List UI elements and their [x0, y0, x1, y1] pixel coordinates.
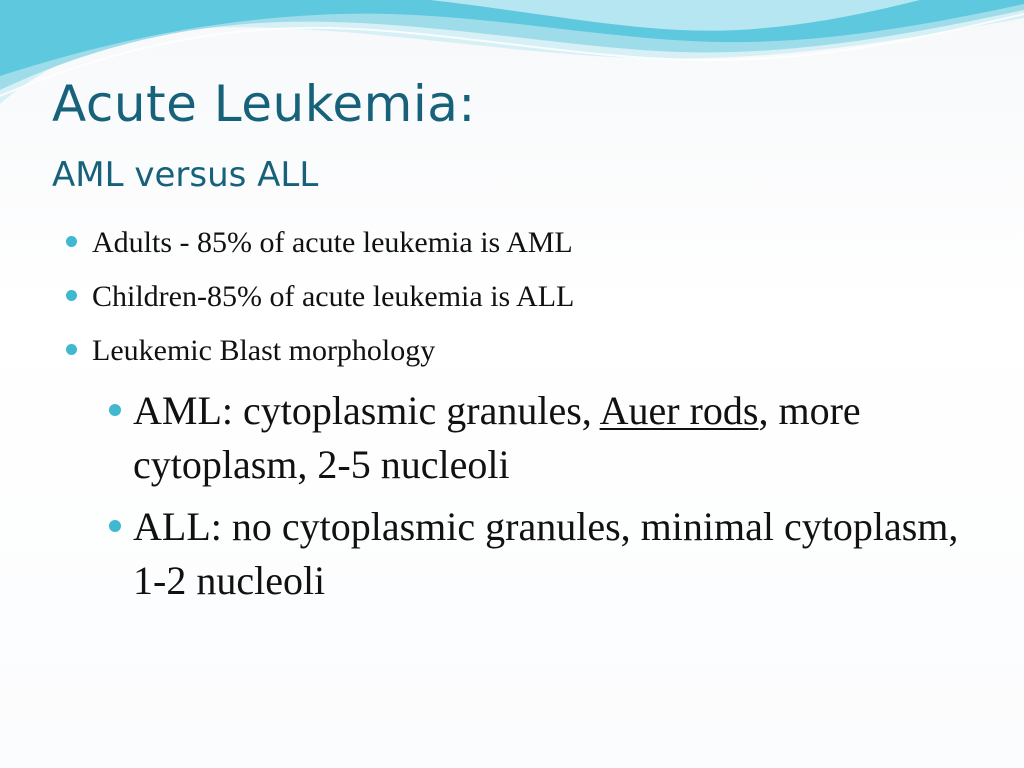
auer-rods-underlined-text: Auer rods: [599, 388, 759, 433]
sub-bullet-item: [64, 500, 964, 608]
sub-bullet-text-part: , more cytoplasm, 2-5 nucleoli: [133, 388, 861, 487]
sub-bullet-text-part: AML: cytoplasmic granules,: [133, 388, 600, 433]
bullet-text: Children-85% of acute leukemia is ALL: [92, 280, 575, 313]
bullet-dot-icon: [66, 236, 77, 247]
slide-subtitle: AML versus ALL: [52, 155, 319, 195]
slide-title: Acute Leukemia:: [52, 75, 476, 133]
bullet-dot-icon: [109, 520, 121, 532]
bullet-item: [64, 222, 964, 264]
sub-bullet-text: ALL: no cytoplasmic granules, minimal cytoplasm, 1-2 nucleoli: [133, 504, 959, 603]
bullet-dot-icon: [66, 344, 77, 355]
bullet-list: [64, 222, 964, 616]
bullet-text: Leukemic Blast morphology: [92, 334, 436, 367]
bullet-text: Adults - 85% of acute leukemia is AML: [92, 226, 573, 259]
bullet-dot-icon: [66, 290, 77, 301]
bullet-dot-icon: [109, 404, 121, 416]
bullet-item: [64, 276, 964, 318]
sub-bullet-item: [64, 384, 964, 492]
bullet-item: [64, 330, 964, 372]
